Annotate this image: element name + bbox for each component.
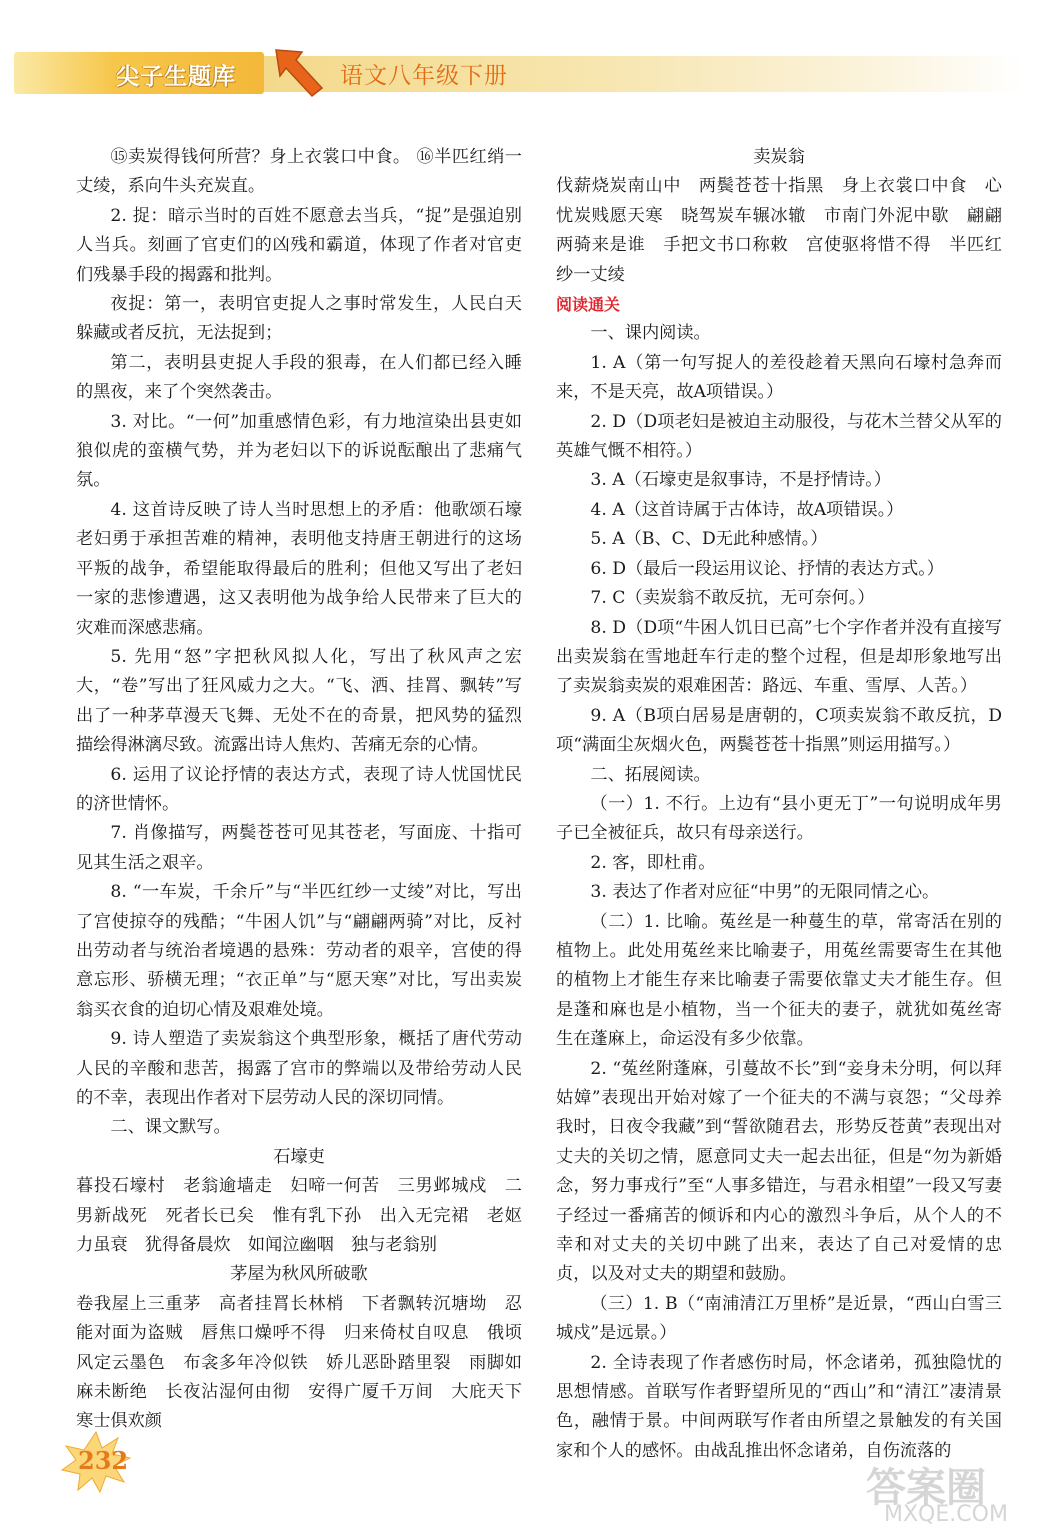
answer-text: 7. 肖像描写，两鬓苍苍可见其苍老，写面庞、十指可见其生活之艰辛。	[76, 823, 522, 873]
answer-text: 3. A（石壕吏是叙事诗，不是抒情诗。）	[590, 470, 892, 491]
answer-text: ⑮卖炭得钱何所营？身上衣裳口中食。 ⑯半匹红绡一丈绫，系向牛头充炭直。	[76, 147, 522, 197]
answer-text: 2. “菟丝附蓬麻，引蔓故不长”到“妾身未分明，何以拜姑嫜”表现出开始对嫁了一个征夫的不满与哀怨；“父母养我时，日夜令我藏”到“誓欲随君去，形势反苍黄”表现出对丈夫的关切之情，愿意同丈夫一起去出征，但是“勿为新婚念，努力事戎行”至“人事多错迕，与君永相望”一段又写妻子经过一番痛苦的倾诉和内心的激烈斗争后，从个人的不幸和对丈夫的关切中跳了出来，表达了自己对爱情的忠贞，以及对丈夫的期望和鼓励。	[556, 1058, 1002, 1285]
answer-text: 4. 这首诗反映了诗人当时思想上的矛盾：他歌颂石壕老妇勇于承担苦难的精神，表明他支持唐王朝进行的这场平叛的战争，希望能取得最后的胜利；但他又写出了老妇一家的悲惨遭遇，这又表明他为战争给人民带来了巨大的灾难而深感悲痛。	[76, 499, 522, 638]
answer-text: 夜捉：第一，表明官吏捉人之事时常发生，人民白天躲藏或者反抗，无法捉到；	[76, 294, 522, 344]
answer-text: （二）1. 比喻。菟丝是一种蔓生的草，常寄活在别的植物上。此处用菟丝来比喻妻子，用菟丝需要寄生在其他的植物上才能生存来比喻妻子需要依靠丈夫才能生存。但是蓬和麻也是小植物，当一个征夫的妻子，就犹如菟丝寄生在蓬麻上，命运没有多少依靠。	[556, 911, 1002, 1050]
answer-text: （三）1. B（“南浦清江万里桥”是近景，“西山白雪三城戍”是远景。）	[556, 1293, 1002, 1344]
answer-text: 9. 诗人塑造了卖炭翁这个典型形象，概括了唐代劳动人民的辛酸和悲苦，揭露了宫市的弊端以及带给劳动人民的不幸，表现出作者对下层劳动人民的深切同情。	[76, 1029, 522, 1108]
poem-title: 石壕吏	[273, 1146, 325, 1167]
answer-text: 2. 全诗表现了作者感伤时局，怀念诸弟，孤独隐忧的思想情感。首联写作者野望所见的“西山”和“清江”凄清景色，融情于景。中间两联写作者由所望之景触发的有关国家和个人的感怀。由战乱推出怀念诸弟，自伤流落的	[556, 1352, 1002, 1461]
brand-title: 尖子生题库	[116, 64, 236, 90]
answer-text: 3. 表达了作者对应征“中男”的无限同情之心。	[590, 882, 940, 903]
answer-text: 1. A（第一句写捉人的差役趁着天黑向石壕村急奔而来，不是天亮，故A项错误。）	[556, 352, 1002, 403]
watermark-url: MXQE.COM	[884, 1502, 1008, 1527]
answer-text: 8. D（D项“牛困人饥日已高”七个字作者并没有直接写出卖炭翁在雪地赶车行走的整个过程，但是却形象地写出了卖炭翁卖炭的艰难困苦：路远、车重、雪厚、人苦。）	[556, 617, 1002, 697]
answer-text: 2. 客，即杜甫。	[590, 852, 716, 873]
poem-text: 暮投石壕村 老翁逾墙走 妇啼一何苦 三男邺城戍 二男新战死 死者长已矣 惟有乳下孙 出入无完裙 老妪力虽衰 犹得备晨炊 如闻泣幽咽 独与老翁别	[76, 1176, 522, 1256]
answer-text: 4. A（这首诗属于古体诗，故A项错误。）	[590, 499, 904, 520]
answer-text: 6. D（最后一段运用议论、抒情的表达方式。）	[590, 558, 944, 579]
answer-text: 第二，表明县吏捉人手段的狠毒，在人们都已经入睡的黑夜，来了个突然袭击。	[76, 352, 522, 403]
subject-title: 语文八年级下册	[340, 63, 508, 89]
answer-text: 8. “一车炭，千余斤”与“半匹红纱一丈绫”对比，写出了宫使掠夺的残酷；“牛困人饥”与“翩翩两骑”对比，反衬出劳动者与统治者境遇的悬殊：劳动者的艰辛，宫使的得意忘形、骄横无理；“衣正单”与“愿天寒”对比，写出卖炭翁买衣食的迫切心情及艰难处境。	[76, 882, 522, 1020]
answer-text: （一）1. 不行。上边有“县小更无丁”一句说明成年男子已全被征兵，故只有母亲送行。	[556, 793, 1002, 844]
section-heading: 一、课内阅读。	[590, 323, 711, 344]
answer-text: 5. 先用“怒”字把秋风拟人化，写出了秋风声之宏大，“卷”写出了狂风威力之大。“飞、洒、挂罥、飘转”写出了一种茅草漫天飞舞、无处不在的奇景，把风势的猛烈描绘得淋漓尽致。流露出诗人焦灼、苦痛无奈的心情。	[76, 646, 522, 756]
page-number: 232	[78, 1446, 129, 1475]
answer-text: 2. 捉：暗示当时的百姓不愿意去当兵，“捉”是强迫别人当兵。刻画了官吏们的凶残和霸道，体现了作者对官吏们残暴手段的揭露和批判。	[76, 205, 522, 285]
answer-text: 7. C（卖炭翁不敢反抗，无可奈何。）	[590, 588, 875, 609]
poem-text: 伐薪烧炭南山中 两鬓苍苍十指黑 身上衣裳口中食 心忧炭贱愿天寒 晓驾炭车辗冰辙 市南门外泥中歇 翩翩两骑来是谁 手把文书口称敕 宫使驱将惜不得 半匹红纱一丈绫	[556, 176, 1002, 285]
answer-text: 3. 对比。“一何”加重感情色彩，有力地渲染出县吏如狼似虎的蛮横气势，并为老妇以下的诉说酝酿出了悲痛气氛。	[76, 411, 522, 491]
answer-text: 2. D（D项老妇是被迫主动服役，与花木兰替父从军的英雄气慨不相符。）	[556, 411, 1002, 462]
section-heading: 二、拓展阅读。	[590, 764, 711, 785]
reading-heading: 阅读通关	[556, 295, 621, 315]
right-column	[556, 143, 1002, 1466]
page-number-badge	[60, 1430, 132, 1494]
brand-banner	[14, 52, 264, 94]
answer-text: 5. A（B、C、D无此种感情。）	[590, 529, 828, 550]
answer-text: 9. A（B项白居易是唐朝的，C项卖炭翁不敢反抗，D项“满面尘灰烟火色，两鬓苍苍十指黑”则运用描写。）	[556, 705, 1002, 756]
poem-title: 卖炭翁	[753, 147, 805, 167]
section-heading: 二、课文默写。	[110, 1117, 231, 1138]
poem-text: 卷我屋上三重茅 高者挂罥长林梢 下者飘转沉塘坳 忍能对面为盗贼 唇焦口燥呼不得 归来倚杖自叹息 俄顷风定云墨色 布衾多年冷似铁 娇儿恶卧踏里裂 雨脚如麻未断绝 长夜沾湿何由彻 安得广厦千万间 大庇天下寒士俱欢颜	[76, 1293, 522, 1432]
answer-text: 6. 运用了议论抒情的表达方式，表现了诗人忧国忧民的济世情怀。	[76, 764, 522, 814]
left-column	[76, 143, 522, 1437]
watermark-logo: 答案圈	[866, 1465, 986, 1511]
page-header	[14, 48, 1004, 98]
watermark	[866, 1456, 1036, 1532]
arrow-icon	[272, 48, 324, 98]
poem-title: 茅屋为秋风所破歌	[230, 1264, 368, 1285]
